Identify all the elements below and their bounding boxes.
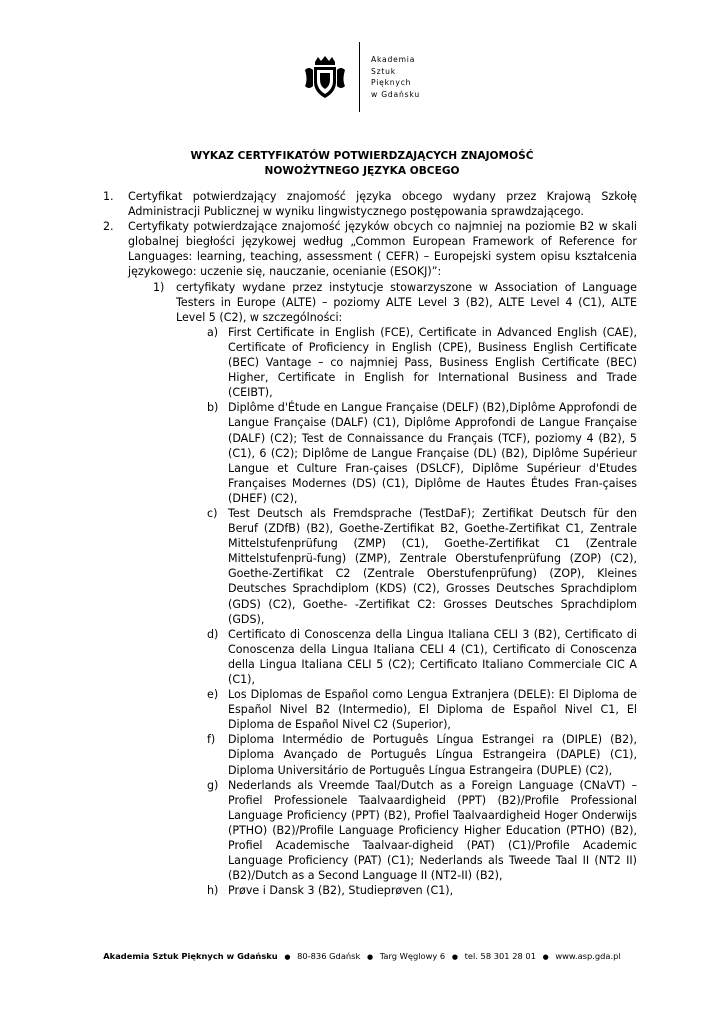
item-text: Certyfikaty potwierdzające znajomość języków obcych co najmniej na poziomie B2 w skali globalnej biegłości językowej według „Common European Framework of Reference for Languages: learning, teaching, assessment ( CEFR) – Europejski system opisu kształcenia językowego: uczenie się, nauczanie, ocenianie (ESOKJ)”:: [128, 220, 637, 279]
letter-item: [0, 627, 724, 687]
item-text: Los Diplomas de Español como Lengua Extranjera (DELE): El Diploma de Español Nivel B2 (Intermedio), El Diploma de Español Nivel C1, El Diploma de Español Nivel C2 (Superior),: [228, 688, 637, 732]
header-divider: [359, 42, 360, 112]
letter-item: [0, 883, 724, 898]
footer-phone: tel. 58 301 28 01: [464, 951, 536, 961]
item-letter: a): [207, 325, 219, 339]
footer-postal: 80-836 Gdańsk: [297, 951, 361, 961]
item-text: Prøve i Dansk 3 (B2), Studieprøven (C1),: [228, 884, 454, 898]
item-letter: f): [207, 733, 216, 747]
item-letter: c): [207, 506, 218, 520]
item-text: Diplôme d'Étude en Langue Française (DELF) (B2),Diplôme Approfondi de Langue Française (DALF) (C1), Diplôme Approfondi de Langue Française (DALF) (C2); Test de Connaissance du Français (TCF), poziomy 4 (B2), 5 (C1), 6 (C2); Diplôme de Langue Française (DL) (B2), Diplôme Supérieur Langue et Culture Fran-çaises (DSLCF), Diplôme Supérieur d'Etudes Françaises Modernes (DS) (C1), Diplôme de Hautes Études Fran-çaises (DHEF) (C2),: [228, 401, 637, 505]
academy-crest-icon: [303, 56, 347, 100]
institution-name: [371, 54, 420, 100]
document-title: [0, 149, 724, 178]
bullet-separator: ●: [542, 953, 549, 961]
item-number: 1): [153, 280, 165, 294]
letter-item: [0, 732, 724, 777]
footer-institution: Akademia Sztuk Pięknych w Gdańsku: [103, 951, 278, 961]
sub-list-item: [0, 280, 724, 325]
item-number: 2.: [103, 220, 114, 234]
title-line: NOWOŻYTNEGO JĘZYKA OBCEGO: [264, 164, 460, 177]
item-number: 1.: [103, 190, 114, 203]
bullet-separator: ●: [366, 953, 374, 961]
letter-item: [0, 778, 724, 884]
letter-item: [0, 325, 724, 400]
footer-street: Targ Węglowy 6: [379, 951, 446, 961]
institution-line: Pięknych: [371, 78, 412, 87]
institution-line: Sztuk: [371, 66, 396, 76]
item-text: certyfikaty wydane przez instytucje stowarzyszone w Association of Language Testers in Europe (ALTE) – poziomy ALTE Level 3 (B2), ALTE Level 4 (C1), ALTE Level 5 (C2), w szczególności:: [176, 280, 637, 324]
item-letter: d): [207, 627, 219, 641]
title-line: WYKAZ CERTYFIKATÓW POTWIERDZAJĄCYCH ZNAJOMOŚĆ: [190, 150, 534, 162]
footer: [0, 951, 724, 961]
item-letter: b): [207, 401, 219, 415]
item-letter: e): [207, 688, 219, 702]
institution-line: w Gdańsku: [371, 89, 420, 99]
list-item: [0, 189, 724, 219]
letter-item: [0, 687, 724, 732]
institution-line: Akademia: [371, 55, 416, 64]
item-text: Test Deutsch als Fremdsprache (TestDaF); Zertifikat Deutsch für den Beruf (ZDfB) (B2), Goethe-Zertifikat B2, Goethe-Zertifikat C1, Zentrale Mittelstufenprüfung (ZMP) (C1), Goethe-Zertifikat C1 (Zentrale Mittelstufenprü-fung) (ZMP), Zentrale Oberstufenprüfung (ZOP) (C2), Goethe-Zertifikat C2 (Zentrale Oberstufenprüfung) (ZOP), Kleines Deutsches Sprachdiplom (KDS) (C2), Grosses Deutsches Sprachdiplom (GDS) (C2), Goethe- -Zertifikat C2: Grosses Deutsches Sprachdiplom (GDS),: [228, 506, 637, 626]
footer-website[interactable]: www.asp.gda.pl: [555, 951, 621, 961]
document-body: [0, 189, 724, 898]
list-item: [0, 219, 724, 279]
letter-item: [0, 400, 724, 506]
item-letter: g): [207, 778, 219, 792]
item-text: Certyfikat potwierdzający znajomość języka obcego wydany przez Krajową Szkołę Administracji Publicznej w wyniku lingwistycznego postępowania sprawdzającego.: [128, 190, 637, 219]
item-text: Diploma Intermédio de Português Língua Estrangei ra (DIPLE) (B2), Diploma Avançado de Português Língua Estrangeira (DAPLE) (C1), Diploma Universitário de Português Língua Estrangeira (DUPLE) (C2),: [228, 733, 637, 777]
bullet-separator: ●: [451, 953, 458, 961]
item-text: Certificato di Conoscenza della Lingua Italiana CELI 3 (B2), Certificato di Conoscenza della Lingua Italiana CELI 4 (C1), Certificato di Conoscenza della Lingua Italiana CELI 5 (C2); Certificato Italiano Commerciale CIC A (C1),: [228, 627, 637, 686]
bullet-separator: ●: [284, 953, 291, 961]
item-letter: h): [207, 884, 219, 898]
letter-item: [0, 506, 724, 627]
item-text: First Certificate in English (FCE), Certificate in Advanced English (CAE), Certificate of Proficiency in English (CPE), Business English Certificate (BEC) Vantage – co najmniej Pass, Business English Certificate (BEC) Higher, Certificate in English for International Business and Trade (CEIBT),: [228, 325, 637, 400]
letterhead: [0, 42, 724, 114]
item-text: Nederlands als Vreemde Taal/Dutch as a Foreign Language (CNaVT) – Profiel Professionele Taalvaardigheid (PPT) (B2)/Profile Professional Language Proficiency (PPT) (B2), Profiel Taalvaardigheid Hoger Onderwijs (PTHO) (B2)/Profile Language Proficiency Higher Education (PTHO) (B2), Profiel Academische Taalvaar-digheid (PAT) (C1)/Profile Academic Language Proficiency (PAT) (C1); Nederlands als Tweede Taal II (NT2 II) (B2)/Dutch as a Second Language II (NT2-II) (B2),: [228, 778, 637, 883]
